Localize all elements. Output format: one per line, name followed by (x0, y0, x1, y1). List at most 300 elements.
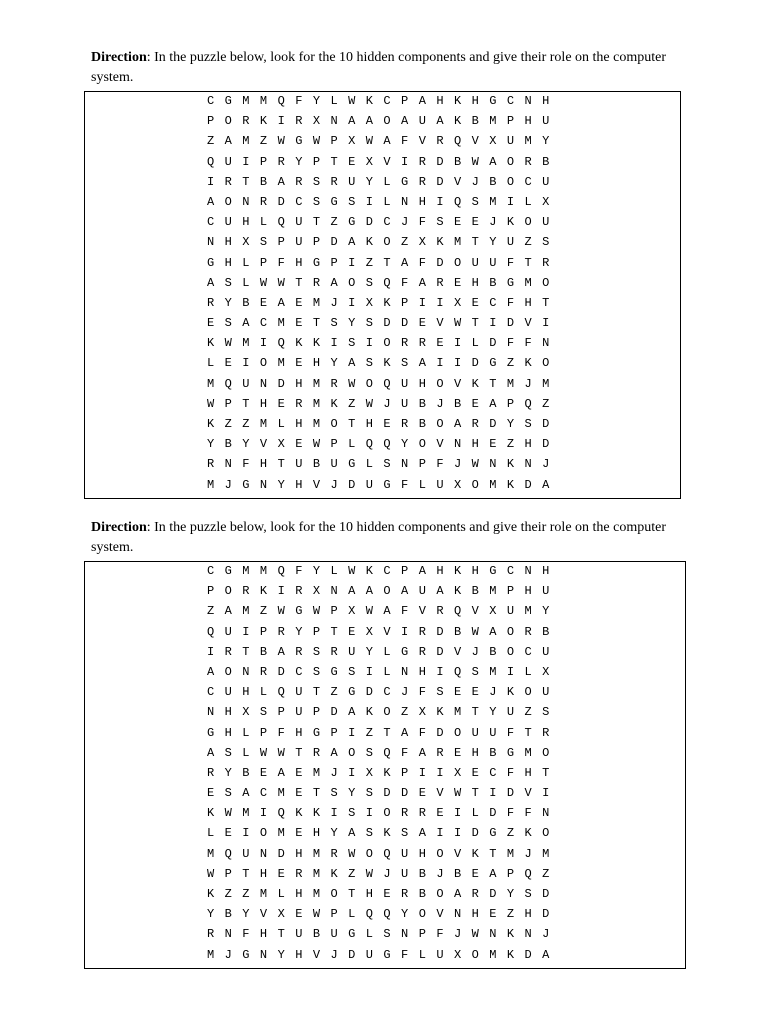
grid-letter: B (418, 887, 426, 901)
grid-letter: M (207, 376, 215, 391)
grid-letter: Q (207, 624, 215, 639)
grid-letter: H (259, 927, 268, 942)
grid-letter: D (383, 316, 391, 331)
grid-letter: G (401, 644, 409, 659)
grid-letter: L (242, 725, 250, 740)
grid-letter: J (471, 644, 479, 659)
grid-letter: U (348, 644, 356, 659)
grid-letter: R (277, 154, 285, 169)
grid-row (207, 601, 560, 621)
grid-letter: I (506, 194, 515, 209)
grid-letter: M (489, 194, 497, 209)
grid-letter: O (330, 417, 338, 431)
grid-row (207, 374, 560, 394)
grid-letter: L (348, 437, 356, 452)
grid-letter: F (436, 457, 444, 472)
grid-letter: P (418, 457, 426, 472)
grid-letter: B (418, 396, 426, 411)
grid-letter: A (365, 114, 373, 129)
grid-letter: X (312, 584, 321, 599)
grid-letter: X (277, 437, 285, 452)
grid-letter: T (242, 396, 250, 411)
grid-letter: B (471, 114, 479, 129)
grid-letter: T (277, 457, 285, 472)
grid-letter: C (259, 316, 268, 331)
grid-letter: B (489, 644, 497, 659)
grid-letter: P (259, 624, 268, 639)
grid-row (207, 864, 560, 884)
grid-letter: A (418, 275, 426, 290)
grid-letter: F (524, 806, 532, 821)
grid-letter: J (453, 927, 462, 942)
grid-letter: X (453, 477, 462, 492)
grid-letter: V (259, 907, 268, 922)
grid-letter: M (207, 846, 215, 861)
grid-letter: J (471, 174, 479, 189)
grid-letter: M (453, 705, 462, 720)
grid-letter: S (542, 705, 550, 720)
grid-letter: S (365, 786, 373, 801)
grid-letter: C (207, 94, 215, 108)
grid-letter: R (259, 194, 268, 209)
grid-letter: U (506, 134, 515, 149)
grid-letter: F (277, 255, 285, 270)
grid-letter: W (259, 745, 268, 760)
grid-letter: S (259, 705, 268, 720)
grid-letter: Z (506, 356, 515, 371)
grid-letter: S (524, 887, 532, 901)
grid-letter: T (312, 786, 321, 801)
grid-letter: L (277, 887, 285, 901)
grid-letter: S (471, 664, 479, 679)
grid-letter: H (418, 664, 426, 679)
grid-letter: Z (348, 866, 356, 881)
grid-letter: A (383, 604, 391, 619)
grid-letter: K (383, 765, 391, 780)
grid-letter: J (383, 396, 391, 411)
grid-letter: Z (330, 685, 338, 700)
grid-letter: B (224, 907, 232, 922)
grid-letter: A (418, 826, 426, 841)
grid-letter: Y (542, 604, 550, 619)
grid-letter: D (542, 417, 550, 431)
grid-letter: O (542, 745, 550, 760)
grid-letter: O (259, 356, 268, 371)
grid-letter: Q (224, 846, 232, 861)
grid-letter: H (242, 685, 250, 700)
grid-letter: F (418, 255, 426, 270)
grid-letter: H (524, 114, 532, 129)
grid-letter: I (365, 806, 373, 821)
grid-letter: G (224, 564, 232, 578)
grid-letter: P (330, 725, 338, 740)
grid-letter: A (348, 114, 356, 129)
grid-letter: K (506, 477, 515, 492)
grid-letter: U (295, 457, 303, 472)
grid-letter: S (224, 786, 232, 801)
grid-letter: U (242, 846, 250, 861)
grid-letter: U (542, 174, 550, 189)
grid-letter: R (295, 866, 303, 881)
grid-letter: E (383, 887, 391, 901)
grid-letter: S (401, 356, 409, 371)
grid-letter: A (277, 295, 285, 310)
grid-letter: M (242, 564, 250, 578)
grid-letter: M (542, 846, 550, 861)
grid-letter: U (295, 705, 303, 720)
grid-letter: F (506, 295, 515, 310)
grid-letter: B (453, 624, 462, 639)
grid-letter: F (418, 685, 426, 700)
grid-letter: G (242, 947, 250, 962)
grid-letter: K (312, 806, 321, 821)
grid-letter: M (259, 417, 268, 431)
grid-letter: D (542, 907, 550, 922)
grid-letter: O (348, 275, 356, 290)
grid-letter: C (207, 215, 215, 230)
grid-letter: L (471, 806, 479, 821)
grid-letter: T (524, 725, 532, 740)
grid-letter: V (453, 846, 462, 861)
grid-letter: A (489, 154, 497, 169)
grid-letter: U (224, 685, 232, 700)
grid-letter: S (365, 745, 373, 760)
grid-letter: S (383, 927, 391, 942)
grid-row (207, 803, 560, 823)
grid-letter: Q (383, 846, 391, 861)
grid-letter: M (312, 396, 321, 411)
grid-letter: D (401, 786, 409, 801)
grid-letter: R (471, 887, 479, 901)
grid-row (207, 313, 560, 333)
grid-letter: R (401, 336, 409, 351)
grid-letter: X (453, 765, 462, 780)
grid-letter: U (542, 644, 550, 659)
grid-letter: K (207, 417, 215, 431)
grid-letter: Q (277, 336, 285, 351)
grid-letter: D (401, 316, 409, 331)
grid-letter: Y (242, 437, 250, 452)
grid-letter: H (365, 887, 373, 901)
grid-letter: J (542, 457, 550, 472)
grid-letter: Y (542, 134, 550, 149)
grid-letter: P (312, 154, 321, 169)
grid-letter: F (401, 947, 409, 962)
grid-letter: P (224, 396, 232, 411)
grid-letter: L (259, 685, 268, 700)
grid-letter: M (312, 417, 321, 431)
grid-letter: B (471, 584, 479, 599)
grid-letter: J (489, 215, 497, 230)
grid-letter: D (436, 624, 444, 639)
grid-letter: Y (348, 786, 356, 801)
grid-letter: S (348, 664, 356, 679)
grid-letter: Q (383, 376, 391, 391)
grid-letter: E (295, 786, 303, 801)
grid-letter: F (401, 745, 409, 760)
grid-letter: R (542, 725, 550, 740)
grid-letter: O (224, 194, 232, 209)
grid-letter: L (365, 927, 373, 942)
grid-letter: U (436, 947, 444, 962)
grid-letter: H (436, 564, 444, 578)
grid-row (207, 253, 560, 273)
grid-letter: M (506, 846, 515, 861)
direction-body-1: : In the puzzle below, look for the 10 hidden components and give their role on the computer system. (91, 50, 667, 85)
grid-letter: T (312, 316, 321, 331)
grid-letter: W (312, 134, 321, 149)
grid-letter: M (453, 235, 462, 250)
grid-letter: X (365, 295, 373, 310)
grid-letter: A (401, 725, 409, 740)
grid-letter: I (436, 356, 444, 371)
grid-letter: S (365, 275, 373, 290)
grid-row (207, 293, 560, 313)
grid-letter: C (295, 664, 303, 679)
grid-letter: W (365, 134, 373, 149)
grid-letter: G (348, 927, 356, 942)
grid-letter: M (524, 745, 532, 760)
grid-letter: I (242, 826, 250, 841)
grid-letter: B (542, 154, 550, 169)
grid-letter: L (383, 664, 391, 679)
grid-letter: Q (453, 664, 462, 679)
grid-letter: A (489, 624, 497, 639)
grid-letter: Y (224, 295, 232, 310)
grid-letter: Z (542, 396, 550, 411)
grid-letter: S (259, 235, 268, 250)
grid-letter: L (242, 255, 250, 270)
grid-letter: C (489, 295, 497, 310)
grid-letter: K (383, 826, 391, 841)
grid-letter: P (330, 907, 338, 922)
grid-letter: G (242, 477, 250, 492)
grid-letter: Y (506, 417, 515, 431)
grid-letter: B (418, 866, 426, 881)
grid-letter: T (242, 866, 250, 881)
grid-letter: W (312, 907, 321, 922)
grid-letter: R (224, 644, 232, 659)
grid-letter: N (330, 114, 338, 129)
grid-letter: M (277, 356, 285, 371)
grid-letter: M (312, 765, 321, 780)
grid-letter: N (242, 664, 250, 679)
grid-letter: H (295, 477, 303, 492)
grid-letter: R (312, 275, 321, 290)
grid-letter: Q (383, 907, 391, 922)
grid-letter: H (471, 437, 479, 452)
grid-letter: Q (383, 437, 391, 452)
grid-letter: O (506, 624, 515, 639)
grid-letter: L (383, 644, 391, 659)
grid-letter: R (418, 624, 426, 639)
grid-letter: W (312, 604, 321, 619)
grid-letter: R (418, 154, 426, 169)
grid-letter: X (489, 604, 497, 619)
grid-letter: A (418, 356, 426, 371)
grid-letter: Y (277, 477, 285, 492)
grid-letter: Q (524, 866, 532, 881)
grid-letter: H (295, 255, 303, 270)
grid-letter: E (453, 745, 462, 760)
grid-letter: K (471, 846, 479, 861)
grid-letter: I (542, 316, 550, 331)
grid-letter: L (207, 826, 215, 841)
grid-letter: R (401, 806, 409, 821)
grid-letter: L (365, 457, 373, 472)
grid-row (207, 904, 560, 924)
grid-letter: I (453, 336, 462, 351)
grid-letter: I (259, 806, 268, 821)
grid-letter: K (207, 336, 215, 351)
grid-row (207, 273, 560, 293)
grid-letter: J (330, 477, 338, 492)
grid-letter: E (348, 154, 356, 169)
grid-letter: Q (277, 564, 285, 578)
grid-letter: X (312, 114, 321, 129)
grid-letter: M (242, 604, 250, 619)
grid-row (207, 743, 560, 763)
grid-letter: H (524, 584, 532, 599)
grid-letter: W (348, 846, 356, 861)
grid-letter: M (524, 275, 532, 290)
grid-letter: B (312, 457, 321, 472)
grid-letter: K (312, 336, 321, 351)
grid-letter: V (471, 134, 479, 149)
grid-letter: I (348, 765, 356, 780)
grid-letter: N (542, 336, 550, 351)
grid-letter: N (207, 235, 215, 250)
grid-letter: L (383, 194, 391, 209)
grid-letter: X (348, 604, 356, 619)
grid-letter: I (436, 664, 444, 679)
grid-letter: H (312, 826, 321, 841)
grid-letter: M (312, 376, 321, 391)
grid-letter: A (330, 745, 338, 760)
grid-letter: W (348, 564, 356, 578)
grid-letter: H (295, 846, 303, 861)
grid-letter: J (401, 215, 409, 230)
grid-letter: O (524, 215, 532, 230)
grid-letter: W (277, 275, 285, 290)
grid-letter: I (401, 154, 409, 169)
grid-letter: B (489, 174, 497, 189)
grid-letter: D (348, 477, 356, 492)
grid-letter: R (330, 846, 338, 861)
grid-letter: S (348, 336, 356, 351)
grid-letter: R (418, 806, 426, 821)
grid-row (207, 763, 560, 783)
grid-letter: U (418, 114, 426, 129)
grid-letter: C (506, 564, 515, 578)
grid-letter: I (418, 295, 426, 310)
grid-letter: E (471, 295, 479, 310)
grid-letter: V (436, 907, 444, 922)
grid-letter: I (259, 336, 268, 351)
grid-letter: H (295, 725, 303, 740)
grid-letter: V (471, 604, 479, 619)
grid-row (207, 642, 560, 662)
grid-letter: N (489, 927, 497, 942)
grid-letter: S (330, 316, 338, 331)
grid-letter: U (295, 685, 303, 700)
grid-letter: W (365, 604, 373, 619)
grid-letter: T (295, 275, 303, 290)
grid-letter: Q (453, 134, 462, 149)
grid-letter: P (506, 396, 515, 411)
grid-letter: U (330, 927, 338, 942)
grid-letter: H (224, 255, 232, 270)
grid-letter: Q (453, 194, 462, 209)
grid-letter: F (401, 477, 409, 492)
grid-letter: K (383, 356, 391, 371)
grid-letter: I (330, 336, 338, 351)
grid-letter: U (242, 376, 250, 391)
grid-letter: W (453, 316, 462, 331)
grid-letter: P (401, 765, 409, 780)
grid-letter: K (365, 705, 373, 720)
grid-letter: A (207, 745, 215, 760)
grid-letter: W (471, 457, 479, 472)
grid-letter: I (277, 114, 285, 129)
grid-letter: X (453, 295, 462, 310)
grid-letter: C (207, 685, 215, 700)
grid-letter: A (436, 584, 444, 599)
grid-letter: V (524, 316, 532, 331)
grid-letter: U (506, 705, 515, 720)
grid-letter: B (542, 624, 550, 639)
grid-letter: O (418, 437, 426, 452)
grid-letter: A (277, 174, 285, 189)
grid-letter: Y (242, 907, 250, 922)
grid-letter: K (506, 927, 515, 942)
grid-letter: X (242, 705, 250, 720)
grid-row (207, 91, 560, 111)
grid-letter: J (330, 765, 338, 780)
grid-row (207, 192, 560, 212)
grid-letter: O (436, 376, 444, 391)
grid-letter: W (224, 336, 232, 351)
grid-letter: Z (242, 417, 250, 431)
grid-letter: R (436, 275, 444, 290)
grid-letter: Z (401, 235, 409, 250)
grid-letter: O (471, 947, 479, 962)
grid-letter: R (436, 745, 444, 760)
grid-row (207, 212, 560, 232)
grid-letter: T (312, 685, 321, 700)
grid-letter: O (224, 664, 232, 679)
grid-letter: A (401, 584, 409, 599)
grid-letter: H (295, 376, 303, 391)
grid-letter: L (330, 564, 338, 578)
grid-letter: H (224, 725, 232, 740)
grid-letter: H (295, 417, 303, 431)
grid-letter: T (348, 417, 356, 431)
grid-letter: N (524, 94, 532, 108)
grid-letter: P (401, 94, 409, 108)
grid-letter: W (277, 134, 285, 149)
grid-letter: D (436, 174, 444, 189)
grid-letter: W (348, 94, 356, 108)
grid-letter: U (436, 477, 444, 492)
grid-letter: O (436, 417, 444, 431)
grid-letter: E (207, 316, 215, 331)
grid-letter: U (542, 685, 550, 700)
grid-letter: A (242, 316, 250, 331)
grid-letter: T (489, 376, 497, 391)
grid-letter: A (207, 664, 215, 679)
grid-letter: U (330, 457, 338, 472)
